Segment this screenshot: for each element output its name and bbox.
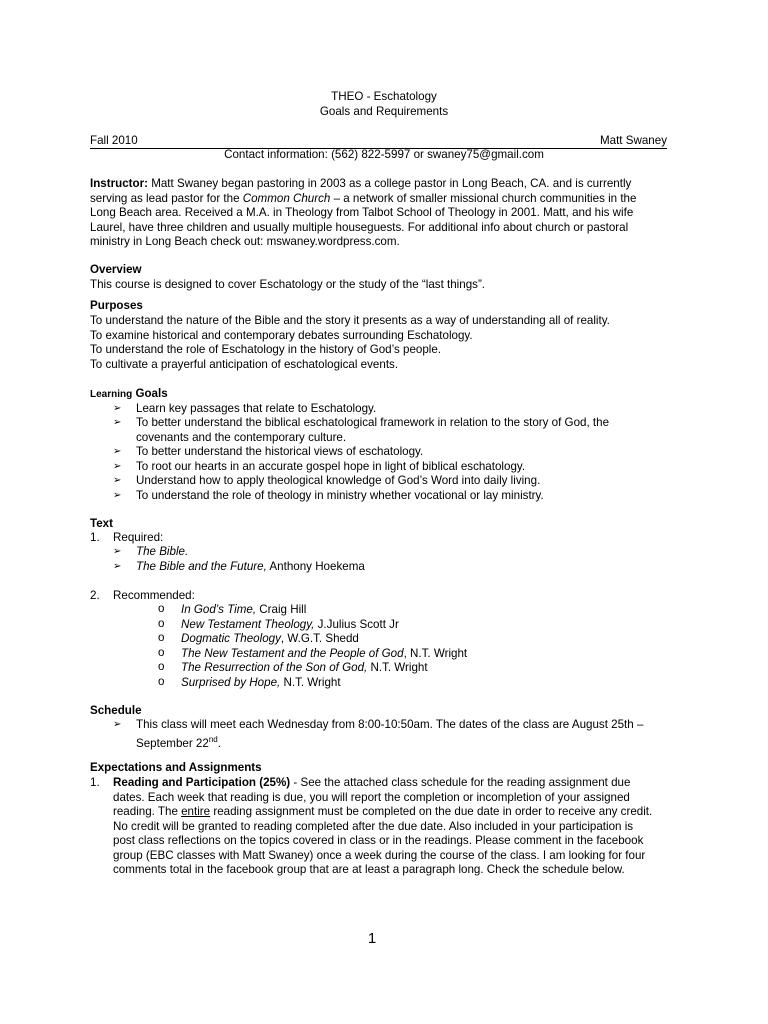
page-number: 1	[367, 930, 377, 947]
arrow-bullet-icon: ➢	[113, 417, 122, 428]
required-item: ➢ The Bible.	[113, 545, 189, 558]
arrow-bullet-icon: ➢	[113, 561, 122, 572]
author-name: Matt Swaney	[599, 134, 667, 147]
arrow-bullet-icon: ➢	[113, 475, 122, 486]
goals-heading-main: Goals	[132, 387, 168, 400]
goal-item: ➢ Understand how to apply theological knowledge of God’s Word into daily living.	[113, 474, 541, 487]
circle-bullet-icon: o	[158, 602, 165, 615]
arrow-bullet-icon: ➢	[113, 546, 122, 557]
expectations-heading: Expectations and Assignments	[90, 761, 262, 774]
arrow-bullet-icon: ➢	[113, 461, 122, 472]
instructor-line-4: Laurel, have three children and usually multiple houseguests. For additional info about church or pastoral	[90, 220, 629, 234]
text-heading: Text	[90, 517, 113, 530]
goal-item: ➢ To better understand the biblical eschatological framework in relation to the story of God, the covenants and the contemporary culture.	[113, 416, 610, 444]
contact-info: Contact information: (562) 822-5997 or swaney75@gmail.com	[224, 148, 544, 161]
goal-item: ➢ To better understand the historical views of eschatology.	[113, 445, 424, 458]
recommended-item: o The Resurrection of the Son of God, N.T. Wright	[158, 660, 428, 674]
circle-bullet-icon: o	[158, 631, 165, 644]
purpose-item: To understand the nature of the Bible and the story it presents as a way of understanding all of reality.	[90, 314, 610, 327]
purpose-item: To examine historical and contemporary debates surrounding Eschatology.	[90, 328, 473, 342]
circle-bullet-icon: o	[158, 617, 165, 630]
instructor-line-1: Matt Swaney began pastoring in 2003 as a college pastor in Long Beach, CA. and is currently	[147, 177, 632, 190]
circle-bullet-icon: o	[158, 675, 165, 688]
purpose-item: To understand the role of Eschatology in the history of God’s people.	[90, 343, 442, 356]
recommended-item: o New Testament Theology, J.Julius Scott Jr	[158, 617, 399, 631]
schedule-heading: Schedule	[90, 704, 142, 717]
recommended-item: o The New Testament and the People of God, N.T. Wright	[158, 646, 468, 660]
arrow-bullet-icon: ➢	[113, 403, 122, 414]
purposes-list	[90, 314, 685, 372]
circle-bullet-icon: o	[158, 660, 165, 673]
goal-item: ➢ Learn key passages that relate to Eschatology.	[113, 402, 377, 415]
arrow-bullet-icon: ➢	[113, 719, 122, 730]
overview-heading: Overview	[90, 263, 142, 276]
doc-subtitle: Goals and Requirements	[319, 105, 449, 118]
goals-heading-small: Learning	[90, 389, 133, 400]
reading-participation-label: Reading and Participation (25%)	[113, 776, 291, 789]
instructor-line-2: serving as lead pastor for the	[90, 191, 243, 205]
recommended-item: o Surprised by Hope, N.T. Wright	[158, 675, 341, 689]
goals-heading	[90, 387, 685, 403]
overview-text: This course is designed to cover Eschatology or the study of the “last things”.	[90, 278, 486, 291]
required-label: 1. Required:	[90, 531, 164, 544]
doc-title: THEO - Eschatology	[331, 90, 437, 103]
instructor-section	[90, 177, 685, 250]
schedule-item: ➢ This class will meet each Wednesday from 8:00-10:50am. The dates of the class are August 25th – September 22nd.	[113, 718, 644, 750]
arrow-bullet-icon: ➢	[113, 446, 122, 457]
instructor-line-2b: – a network of smaller missional church communities in the	[330, 191, 637, 205]
recommended-label: 2. Recommended:	[90, 589, 195, 602]
required-item: ➢ The Bible and the Future, Anthony Hoekema	[113, 560, 365, 573]
recommended-item: o Dogmatic Theology, W.G.T. Shedd	[158, 631, 359, 645]
expectation-item: 1. Reading and Participation (25%) - See the attached class schedule for the reading assignment due dates. Each week that reading is due, you will report the completion or incompletion of your assigned reading. The entire reading assignment must be completed on the due date in order to receive any credit. No credit will be granted to reading completed after the due date. Also included in your participation is post class reflections on the topics covered in class or in the readings. Please comment in the facebook group (EBC classes with Matt Swaney) once a week during the course of the class. I am looking for four comments total in the facebook group that are at least a paragraph long. Check the schedule below.	[90, 776, 653, 876]
term: Fall 2010	[90, 134, 138, 147]
purpose-item: To cultivate a prayerful anticipation of eschatological events.	[90, 357, 399, 371]
circle-bullet-icon: o	[158, 646, 165, 659]
purposes-heading: Purposes	[90, 299, 143, 312]
arrow-bullet-icon: ➢	[113, 490, 122, 501]
instructor-label: Instructor:	[90, 177, 148, 190]
instructor-line-5: ministry in Long Beach check out: mswaney.wordpress.com.	[90, 235, 400, 248]
instructor-line-3: Long Beach area. Received a M.A. in Theology from Talbot School of Theology in 2001. Matt, and his wife	[90, 206, 634, 219]
church-name: Common Church	[242, 191, 331, 205]
recommended-item: o In God’s Time, Craig Hill	[158, 602, 307, 616]
goal-item: ➢ To understand the role of theology in ministry whether vocational or lay ministry.	[113, 489, 544, 502]
goal-item: ➢ To root our hearts in an accurate gospel hope in light of biblical eschatology.	[113, 460, 526, 473]
